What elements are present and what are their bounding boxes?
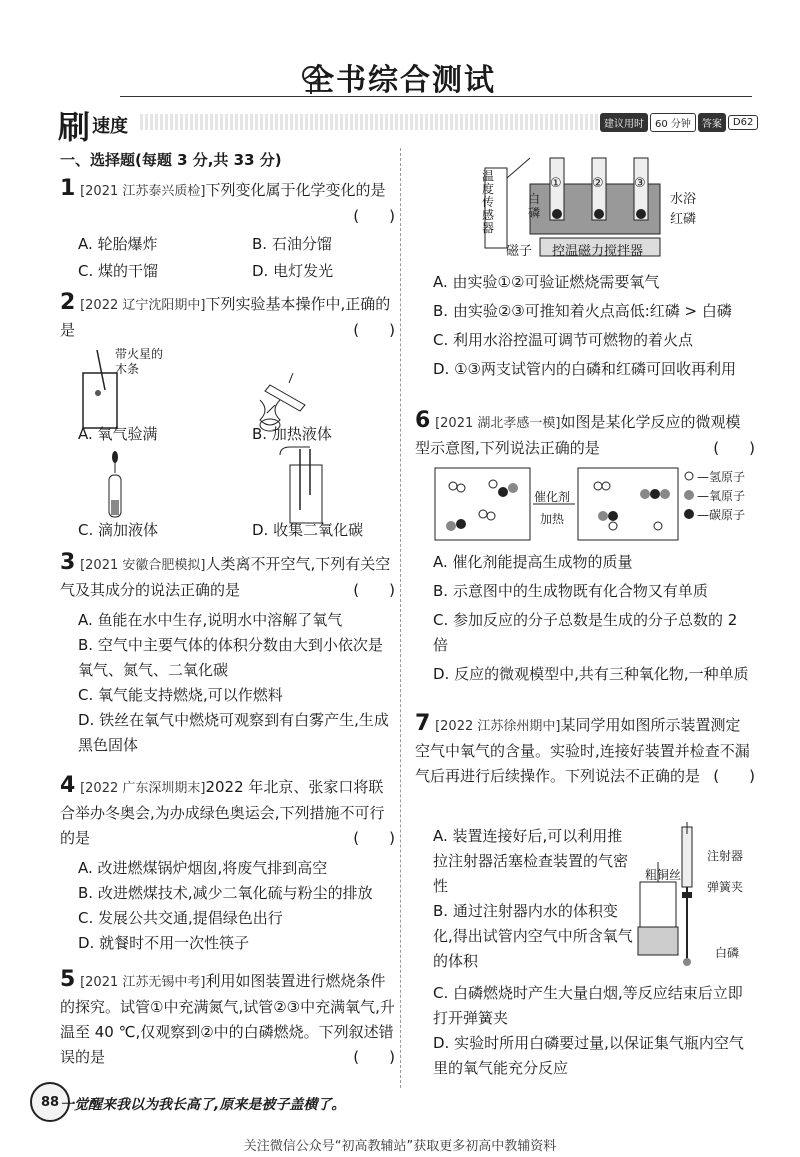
option-d: D. 收集二氧化碳 bbox=[252, 521, 364, 539]
legend-hydrogen: —氢原子 bbox=[697, 470, 746, 484]
tube-label-2: ② bbox=[592, 176, 604, 191]
legend-markers bbox=[683, 470, 697, 530]
option-d: D. 铁丝在氧气中燃烧可观察到有白雾产生,生成黑色固体 bbox=[78, 711, 389, 754]
figure-label-splint: 带火星的木条 bbox=[115, 347, 164, 376]
label-copper-wire: 粗铜丝 bbox=[645, 868, 682, 882]
syringe-icon bbox=[682, 827, 692, 887]
legend bbox=[697, 468, 745, 525]
legend-carbon: —碳原子 bbox=[697, 508, 746, 522]
question-source: [2021 安徽合肥模拟] bbox=[80, 558, 206, 573]
option-b: B. 石油分馏 bbox=[252, 235, 332, 253]
question-number: 1 bbox=[60, 176, 76, 201]
product-box bbox=[578, 468, 678, 540]
answer-paren: ( ) bbox=[353, 581, 395, 599]
page-title: 全书综合测试 bbox=[304, 63, 496, 98]
question-5 bbox=[60, 967, 395, 1070]
time-info bbox=[600, 113, 758, 132]
question-number: 4 bbox=[60, 773, 76, 798]
options-list bbox=[78, 856, 396, 956]
answer-paren: ( ) bbox=[713, 439, 755, 457]
question-stem: 下列变化属于化学变化的是 bbox=[205, 181, 386, 199]
answer-paren: ( ) bbox=[713, 767, 755, 785]
option-a: A. 催化剂能提高生成物的质量 bbox=[433, 553, 633, 571]
hydrogen-atom-icon bbox=[685, 472, 693, 480]
question-7-figure bbox=[630, 822, 700, 972]
option-d: D. 实验时所用白磷要过量,以保证集气瓶内空气里的氧气能充分反应 bbox=[433, 1034, 744, 1077]
question-number: 2 bbox=[60, 290, 76, 315]
question-6 bbox=[415, 408, 755, 461]
option-d: D. 反应的微观模型中,共有三种氧化物,一种单质 bbox=[433, 665, 749, 683]
option-d: D. ①③两支试管内的白磷和红磷可回收再利用 bbox=[433, 360, 736, 378]
question-source: [2022 江苏徐州期中] bbox=[435, 719, 561, 734]
option-b: B. 通过注射器内水的体积变化,得出试管内空气中所含氧气的体积 bbox=[433, 902, 633, 970]
options-list bbox=[78, 608, 396, 758]
question-stem: 下列实验基本操作中,正确的是 bbox=[60, 295, 391, 339]
option-c: C. 参加反应的分子总数是生成的分子总数的 2 倍 bbox=[433, 611, 738, 654]
option-a: A. 改进燃煤锅炉烟囱,将废气排到高空 bbox=[78, 859, 328, 877]
options-list bbox=[433, 981, 755, 1081]
question-source: [2021 湖北孝感一模] bbox=[435, 416, 561, 431]
section-main-label: 刷 bbox=[58, 108, 91, 146]
option-a: A. 氧气验满 bbox=[78, 425, 158, 443]
answer-value: D62 bbox=[728, 115, 758, 130]
question-stem: 利用如图装置进行燃烧条件的探究。试管①中充满氮气,试管②③中充满氧气,升温至 40 ℃,仅观察到②中的白磷燃烧。下列叙述错误的是 bbox=[60, 972, 395, 1066]
option-c: C. 发展公共交通,提倡绿色出行 bbox=[78, 909, 283, 927]
question-2 bbox=[60, 290, 395, 343]
question-number: 6 bbox=[415, 408, 431, 433]
answer-paren: ( ) bbox=[353, 207, 395, 225]
label-sensor: 温度传感器 bbox=[482, 169, 495, 235]
legend-oxygen: —氧原子 bbox=[697, 489, 746, 503]
label-syringe: 注射器 bbox=[707, 849, 744, 863]
question-source: [2021 江苏无锡中考] bbox=[80, 975, 206, 990]
label-white-phosphorus: 白磷 bbox=[528, 192, 541, 220]
gas-bottle-icon bbox=[83, 373, 117, 428]
question-7 bbox=[415, 711, 755, 789]
condition-heat: 加热 bbox=[540, 512, 565, 526]
option-c: C. 煤的干馏 bbox=[78, 262, 159, 280]
option-d: D. 电灯发光 bbox=[252, 262, 334, 280]
option-b: B. 示意图中的生成物既有化合物又有单质 bbox=[433, 582, 708, 600]
carbon-atom-icon bbox=[684, 509, 694, 519]
question-number: 3 bbox=[60, 550, 76, 575]
dropper-bulb-icon bbox=[112, 451, 118, 463]
section-bar-stripe bbox=[140, 114, 600, 130]
option-c: C. 利用水浴控温可调节可燃物的着火点 bbox=[433, 331, 694, 349]
oxygen-atom-icon bbox=[684, 490, 694, 500]
label-magnet: 磁子 bbox=[506, 244, 533, 259]
tube-label-1: ① bbox=[550, 176, 562, 191]
question-number: 7 bbox=[415, 711, 431, 736]
glowing-tip-icon bbox=[95, 390, 101, 396]
label-red-phosphorus: 红磷 bbox=[670, 212, 697, 227]
answer-label: 答案 bbox=[698, 113, 726, 132]
gas-bottle-icon bbox=[290, 465, 322, 523]
page-number: 88 bbox=[30, 1082, 70, 1122]
option-a: A. 轮胎爆炸 bbox=[78, 235, 158, 253]
spring-clip-icon bbox=[682, 892, 692, 898]
question-source: [2021 江苏泰兴质检] bbox=[80, 184, 206, 199]
footer-slogan: 一觉醒来我以为我长高了,原来是被子盖横了。 bbox=[60, 1097, 346, 1113]
option-a: A. 装置连接好后,可以利用推拉注射器活塞检查装置的气密性 bbox=[433, 827, 629, 895]
answer-paren: ( ) bbox=[353, 1048, 395, 1066]
option-b: B. 改进燃煤技术,减少二氧化硫与粉尘的排放 bbox=[78, 884, 373, 902]
option-d: D. 就餐时不用一次性筷子 bbox=[78, 934, 250, 952]
question-3 bbox=[60, 550, 395, 603]
question-stem: 2022 年北京、张家口将联合举办冬奥会,为办成绿色奥运会,下列措施不可行的是 bbox=[60, 778, 385, 847]
question-stem: 如图是某化学反应的微观模型示意图,下列说法正确的是 bbox=[415, 413, 741, 457]
condition-catalyst: 催化剂 bbox=[534, 490, 571, 504]
question-1 bbox=[60, 176, 395, 229]
options-list-narrow bbox=[433, 824, 633, 974]
question-source: [2022 辽宁沈阳期中] bbox=[80, 298, 206, 313]
option-a: A. 鱼能在水中生存,说明水中溶解了氧气 bbox=[78, 611, 343, 629]
answer-paren: ( ) bbox=[353, 321, 395, 339]
option-a: A. 由实验①②可验证燃烧需要氧气 bbox=[433, 273, 660, 291]
option-c: C. 滴加液体 bbox=[78, 521, 159, 539]
option-b: B. 加热液体 bbox=[252, 425, 332, 443]
label-spring-clip: 弹簧夹 bbox=[707, 880, 744, 894]
tube-label-3: ③ bbox=[634, 176, 646, 191]
question-stem: 人类离不开空气,下列有关空气及其成分的说法正确的是 bbox=[60, 555, 391, 599]
splint-icon bbox=[97, 350, 105, 390]
delivery-tube-icon bbox=[300, 449, 310, 510]
label-water-bath: 水浴 bbox=[670, 192, 697, 207]
options-list bbox=[433, 270, 753, 382]
option-b: B. 由实验②③可推知着火点高低:红磷 > 白磷 bbox=[433, 302, 732, 320]
options-list bbox=[433, 550, 753, 687]
test-tube-icon bbox=[265, 385, 305, 411]
flask-icon bbox=[640, 882, 676, 927]
part-title: 一、选择题(每题 3 分,共 33 分) bbox=[60, 151, 282, 169]
option-c: C. 氧气能支持燃烧,可以作燃料 bbox=[78, 686, 283, 704]
option-b: B. 空气中主要气体的体积分数由大到小依次是氧气、氮气、二氧化碳 bbox=[78, 636, 383, 679]
question-4 bbox=[60, 773, 395, 851]
answer-paren: ( ) bbox=[353, 829, 395, 847]
question-number: 5 bbox=[60, 967, 76, 992]
title-underline bbox=[120, 96, 752, 97]
question-6-figure bbox=[433, 466, 683, 544]
option-c: C. 白磷燃烧时产生大量白烟,等反应结束后立即打开弹簧夹 bbox=[433, 984, 743, 1027]
time-label: 建议用时 bbox=[600, 113, 648, 132]
stand-icon bbox=[638, 927, 678, 955]
column-divider bbox=[400, 148, 401, 1088]
section-sub-label: 速度 bbox=[92, 116, 128, 137]
time-value: 60 分钟 bbox=[650, 113, 696, 132]
label-white-phosphorus: 白磷 bbox=[715, 946, 740, 960]
question-source: [2022 广东深圳期末] bbox=[80, 781, 206, 796]
label-stirrer: 控温磁力搅拌器 bbox=[552, 244, 644, 259]
footer-note: 关注微信公众号“初高教辅站”获取更多初高中教辅资料 bbox=[243, 1139, 557, 1154]
question-stem: 某同学用如图所示装置测定空气中氧气的含量。实验时,连接好装置并检查不漏气后再进行后续操作。下列说法不正确的是 bbox=[415, 716, 750, 785]
